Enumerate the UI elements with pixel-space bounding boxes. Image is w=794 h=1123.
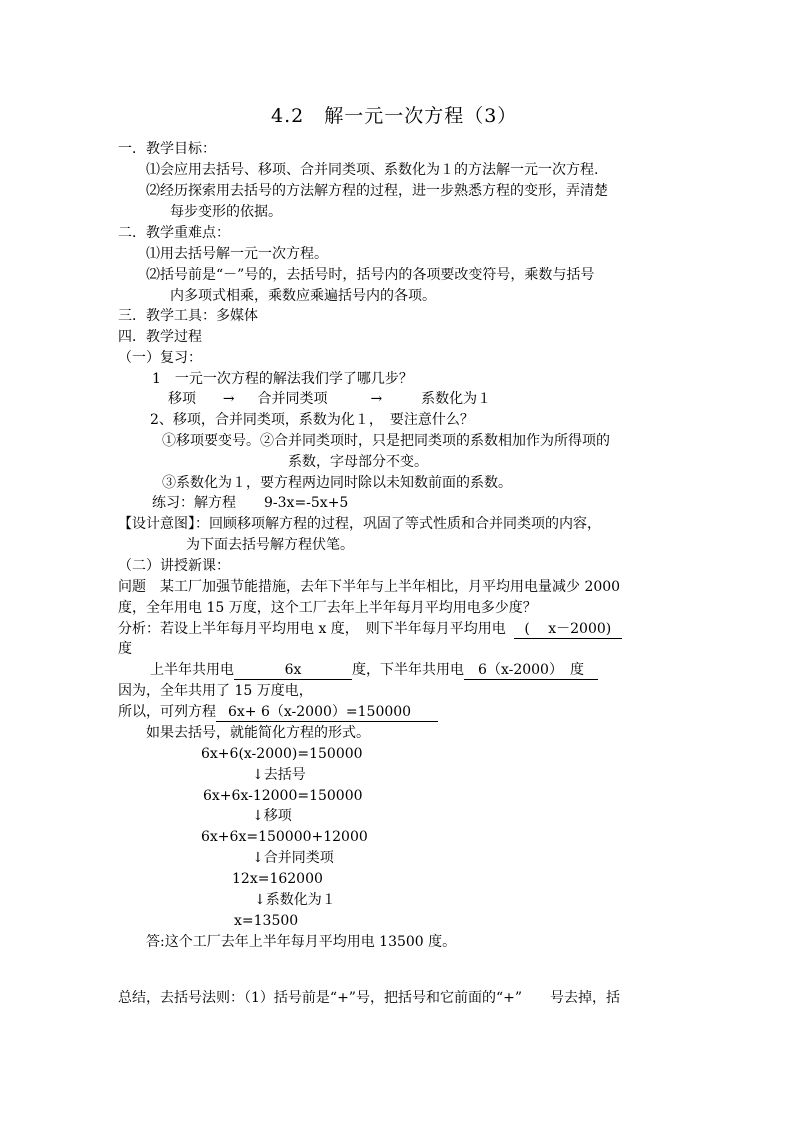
practice-equation: 练习：解方程 9-3x=-5x+5 [152, 495, 349, 511]
summary-line: 总结，去括号法则：（1）括号前是“+”号，把括号和它前面的“+” 号去掉，括 [118, 990, 620, 1006]
step-transpose: 移项 [168, 391, 196, 407]
second-half-unit: 度 [569, 662, 584, 678]
second-half-label: 度，下半年共用电 [352, 662, 464, 678]
problem-statement-cont: 度，全年用电 15 万度，这个工厂去年上半年每月平均用电多少度？ [118, 600, 537, 616]
equation-label: 所以，可列方程 [118, 704, 216, 720]
page-title: 4.2 解一元一次方程（3） [271, 105, 518, 127]
analysis-unit: 度 [118, 641, 132, 657]
key-point-2: ⑵括号前是“－”号的，去括号时，括号内的各项要改变符号，乘数与括号 [146, 267, 595, 283]
second-half-value: 6（x-2000） [478, 662, 556, 678]
arrow-right-icon: → [370, 391, 383, 407]
review-heading: （一）复习： [118, 350, 202, 366]
review-answer-2: ③系数化为１，要方程两边同时除以未知数前面的系数。 [162, 475, 512, 491]
objective-2: ⑵经历探索用去括号的方法解方程的过程，进一步熟悉方程的变形，弄清楚 [146, 183, 608, 199]
analysis-text: 分析：若设上半年每月平均用电 x 度， 则下半年每月平均用电 [118, 621, 506, 637]
because-line: 因为，全年共用了 15 万度电， [118, 683, 313, 699]
solution-equation-4: 12x=162000 [232, 871, 323, 887]
solution-equation-2: 6x+6x-12000=150000 [203, 788, 363, 804]
answer-line: 答:这个工厂去年上半年每月平均用电 13500 度。 [146, 934, 457, 950]
analysis-answer-blank: ( x－2000) [514, 620, 622, 639]
review-steps [168, 389, 491, 409]
objectives-heading: 一．教学目标： [118, 141, 216, 157]
solution-step-coefficient: ↓系数化为１ [254, 892, 336, 908]
new-lesson-heading: （二）讲授新课： [118, 558, 230, 574]
simplify-note: 如果去括号，就能简化方程的形式。 [146, 725, 370, 741]
step-coefficient: 系数化为１ [421, 391, 492, 407]
solution-equation-5: x=13500 [234, 913, 299, 929]
review-answer-1: ①移项要变号。②合并同类项时，只是把同类项的系数相加作为所得项的 [162, 433, 610, 449]
key-point-2-cont: 内多项式相乘，乘数应乘遍括号内的各项。 [170, 288, 436, 304]
teaching-process-heading: 四．教学过程 [118, 329, 202, 345]
objective-2-cont: 每步变形的依据。 [170, 204, 282, 220]
teaching-tools: 三．教学工具：多媒体 [118, 308, 258, 324]
review-answer-1-cont: 系数，字母部分不变。 [288, 454, 428, 470]
solution-step-transpose: ↓移项 [252, 808, 292, 824]
equation-blank: 6x+ 6（x-2000）=150000 [216, 703, 438, 722]
analysis-line [118, 619, 622, 639]
design-intent: 【设计意图】：回顾移项解方程的过程，巩固了等式性质和合并同类项的内容， [118, 516, 601, 532]
second-half-blank [464, 661, 598, 680]
solution-equation-3: 6x+6x=150000+12000 [201, 829, 368, 845]
first-half-label: 上半年共用电 [150, 662, 234, 678]
arrow-right-icon: → [222, 391, 235, 407]
solution-step-remove-brackets: ↓去括号 [252, 767, 306, 783]
first-half-blank: 6x [234, 661, 352, 680]
objective-1: ⑴会应用去括号、移项、合并同类项、系数化为１的方法解一元一次方程. [146, 162, 599, 178]
design-intent-cont: 为下面去括号解方程伏笔。 [186, 537, 354, 553]
usage-line [150, 660, 598, 680]
key-points-heading: 二．教学重难点： [118, 225, 230, 241]
solution-equation-1: 6x+6(x-2000)=150000 [201, 746, 363, 762]
step-combine: 合并同类项 [257, 391, 328, 407]
problem-statement: 问题 某工厂加强节能措施，去年下半年与上半年相比，月平均用电量减少 2000 [118, 579, 621, 595]
key-point-1: ⑴用去括号解一元一次方程。 [146, 246, 328, 262]
review-question-2: 2、移项，合并同类项，系数为化１， 要注意什么？ [150, 412, 474, 428]
equation-line [118, 702, 438, 722]
review-question-1: 1 一元一次方程的解法我们学了哪几步？ [152, 371, 413, 387]
solution-step-combine: ↓合并同类项 [252, 850, 334, 866]
